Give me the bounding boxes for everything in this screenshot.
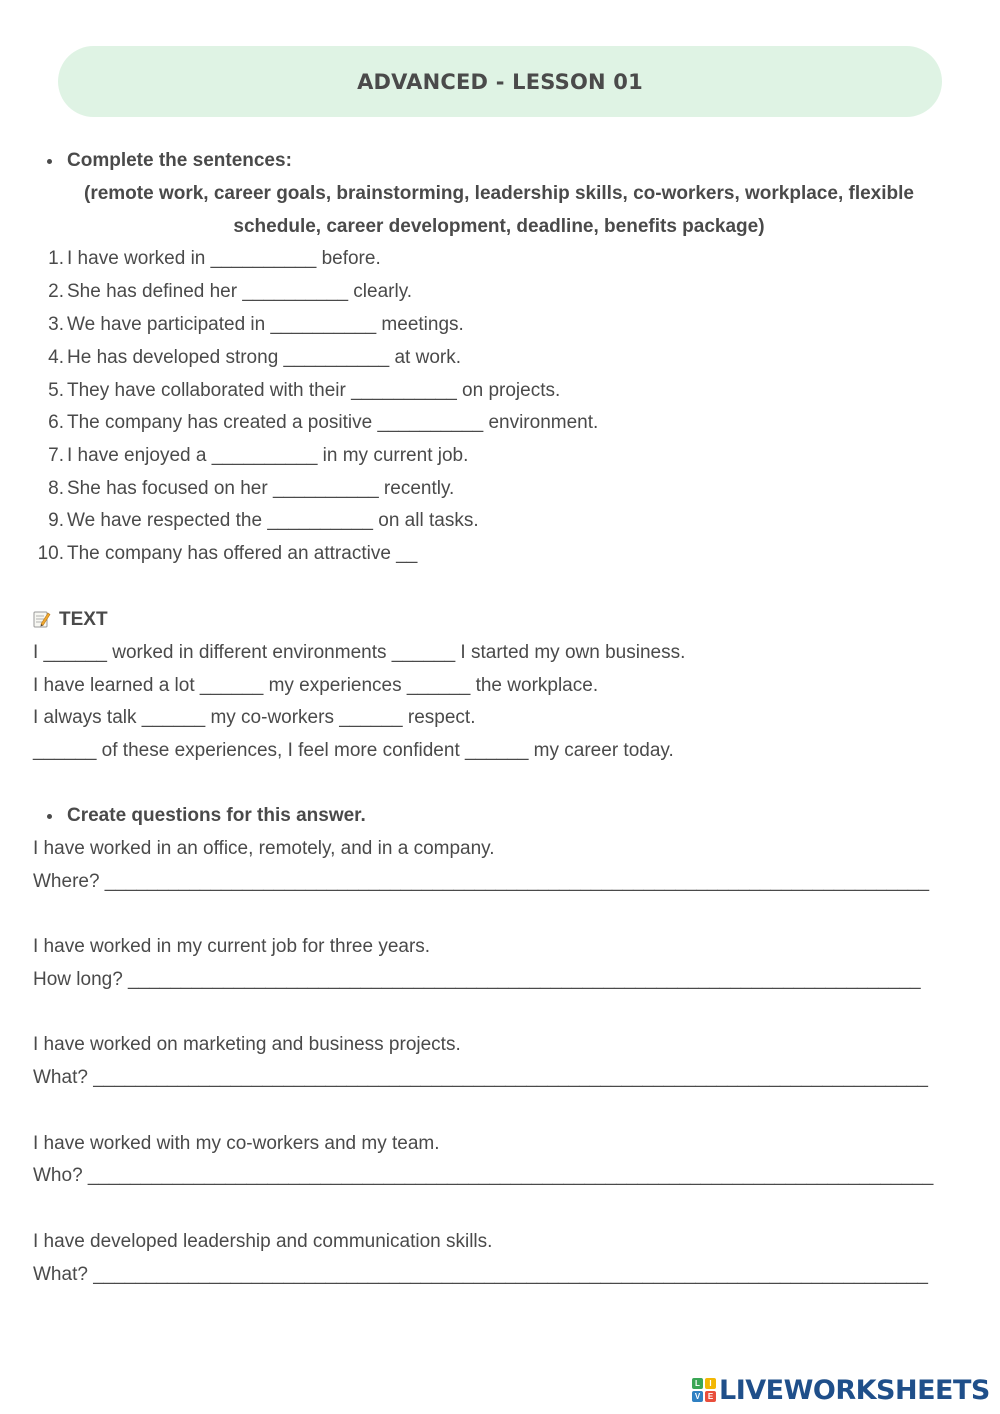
logo-tile: V [692,1391,703,1402]
list-item-number: 8. [48,478,64,499]
answer-text: I have worked with my co-workers and my team. [33,1133,440,1154]
text-section-heading: TEXT [59,609,108,630]
logo-tile: L [692,1378,703,1389]
list-item-number: 3. [48,314,64,335]
logo-tile: E [705,1391,716,1402]
list-item: He has developed strong __________ at work. [67,347,461,368]
text-line: ______ of these experiences, I feel more confident ______ my career today. [33,740,674,761]
question-prompt: Who? ________________________________________________________________________________ [33,1165,934,1186]
answer-text: I have developed leadership and communication skills. [33,1231,493,1252]
complete-sentences-heading: Complete the sentences: [67,150,292,171]
word-bank-line-2: schedule, career development, deadline, benefits package) [233,216,765,237]
question-prompt: Where? ______________________________________________________________________________ [33,871,930,892]
create-questions-heading: Create questions for this answer. [67,805,366,826]
memo-pencil-icon [33,610,51,628]
list-item-number: 9. [48,510,64,531]
list-item: We have participated in __________ meetings. [67,314,464,335]
list-item-number: 5. [48,380,64,401]
text-line: I ______ worked in different environments ______ I started my own business. [33,642,686,663]
lesson-title-banner [58,46,942,117]
lesson-title: ADVANCED - LESSON 01 [357,69,643,94]
logo-tile: I [705,1378,716,1389]
list-item-number: 1. [48,248,64,269]
list-item: We have respected the __________ on all tasks. [67,510,479,531]
text-line: I have learned a lot ______ my experiences ______ the workplace. [33,675,599,696]
list-item: I have enjoyed a __________ in my current job. [67,445,469,466]
liveworksheets-brand[interactable] [692,1374,990,1406]
list-item-number: 4. [48,347,64,368]
list-item-number: 6. [48,412,64,433]
answer-text: I have worked in an office, remotely, and in a company. [33,838,495,859]
question-prompt: What? _______________________________________________________________________________ [33,1264,928,1285]
word-bank-line-1: (remote work, career goals, brainstorming, leadership skills, co-workers, workplace, flexible [84,183,914,204]
list-item: She has defined her __________ clearly. [67,281,413,302]
question-prompt: What? _______________________________________________________________________________ [33,1067,928,1088]
list-item: The company has created a positive __________ environment. [67,412,599,433]
brand-name: LIVEWORKSHEETS [719,1374,990,1406]
list-item-number: 7. [48,445,64,466]
list-item: The company has offered an attractive __ [67,543,418,564]
answer-text: I have worked in my current job for three years. [33,936,431,957]
list-item: They have collaborated with their __________ on projects. [67,380,561,401]
answer-text: I have worked on marketing and business projects. [33,1034,461,1055]
list-item: I have worked in __________ before. [67,248,381,269]
list-item-number: 10. [37,543,64,564]
question-prompt: How long? ___________________________________________________________________________ [33,969,921,990]
list-item: She has focused on her __________ recently. [67,478,455,499]
list-item-number: 2. [48,281,64,302]
liveworksheets-logo-icon [692,1378,716,1402]
text-line: I always talk ______ my co-workers ______ respect. [33,707,476,728]
